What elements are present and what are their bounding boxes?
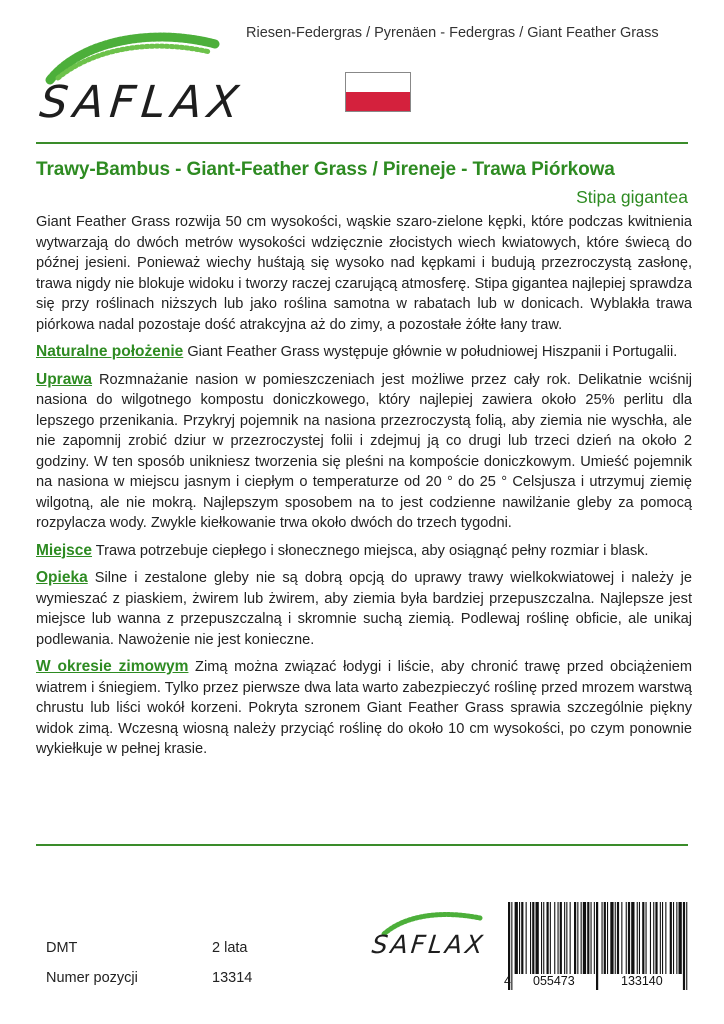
section-location [36,541,692,562]
logo-text: SAFLAX [37,77,247,128]
barcode-bar [607,902,608,974]
barcode-bar [679,902,682,974]
barcode-bar [574,902,576,974]
barcode-bar [560,902,562,974]
barcode-bar [581,902,582,974]
barcode-bar [683,902,685,990]
barcode-bar [602,902,603,974]
barcode-bar [650,902,651,974]
intro-paragraph: Giant Feather Grass rozwija 50 cm wysokości, wąskie szaro-zielone kępki, które podczas kwitnienia wytwarzają do dwóch metrów wysokości wdzięcznie złocistych wiech kwiatowych, które świecą do późnej jesieni. Ponieważ wiechy huśtają się wysoko nad kępkami i budują przezroczystą zasłonę, trawa nigdy nie blokuje widoku i tworzy raczej czarującą atmosferę. Stipa gigantea najlepiej sprawdza się przy roślinach niższych lub jako roślina samotna w rabatach lub w donicach. Wyblakła trawa piórkowa nadal pozostaje dość atrakcyjna aż do zimy, a pozostałe żółte łany traw. [36,214,692,333]
barcode-bar [617,902,619,974]
barcode-bar [660,902,661,974]
section-text: Rozmnażanie nasion w pomieszczeniach jest możliwe przez cały rok. Delikatnie wciśnij nasiona do wilgotnego kompostu doniczkowego, który najlepiej zawiera około 25% perlitu dla lepszego przenikania. Przykryj pojemnik na nasiona przezroczystą folią, aby ziemia nie wyschła, ale nie zapomnij zrobić dziur w przezroczystej folii i zdejmuj ją co drugi lub trzeci dzień na około 2 godziny. W ten sposób unikniesz tworzenia się pleśni na kompoście doniczkowym. Umieść pojemnik na nasiona w miejscu jasnym i ciepłym o temperaturze od 20 ° do 25 ° Celsjusza i utrzymuj ziemię wilgotną, ale nie mokrą. Najlepszym sposobem na to jest codzienne nawilżanie gleby za pomocą rozpylacza wody. Zwykle kiełkowanie trwa około dwóch do trzech tygodni. [36,371,692,531]
barcode-bar [532,902,534,974]
barcode-bar [631,902,634,974]
poland-flag-icon [345,72,411,112]
section-natural-location [36,342,692,363]
barcode-bar [639,902,640,974]
barcode-bar [558,902,559,974]
barcode-bar [594,902,595,974]
barcode-bar [665,902,666,974]
saflax-logo-small [370,906,490,966]
barcode-digits-right: 133140 [621,974,663,988]
barcode-bar [662,902,663,974]
barcode-bar [655,902,657,974]
section-heading: Opieka [36,569,88,586]
barcode-bar [615,902,616,974]
saflax-logo [30,22,247,132]
header-subtitle: Riesen-Federgras / Pyrenäen - Federgras / Giant Feather Grass [246,25,659,41]
section-heading: Naturalne położenie [36,343,184,360]
barcode-bar [646,902,647,974]
barcode-bar [519,902,520,974]
top-divider [36,142,688,144]
barcode-bar [653,902,654,974]
barcode-digit-first: 4 [504,974,511,988]
dmt-value: 2 lata [212,940,248,956]
section-text: Silne i zestalone gleby nie są dobrą opcją do uprawy trawy wielkokwiatowej i należy je wymieszać z piaskiem, żwirem lub żwirem, aby ziemia była bardziej przepuszczalna. Najlepsze jest miejsce lub wanna z przepuszczalną i skromnie suchą ziemią. Podlewaj roślinę obficie, ale unikaj podlewania. Nawożenie nie jest konieczne. [36,570,692,648]
barcode-bar [676,902,677,974]
barcode-bar [628,902,630,974]
barcode-bar [541,902,542,974]
section-text: Trawa potrzebuje ciepłego i słonecznego miejsca, aby osiągnąć pełny rozmiar i blask. [92,542,649,559]
barcode-bar [673,902,674,974]
dmt-label: DMT [46,940,78,956]
barcode-bar [642,902,644,974]
description-body [36,212,692,767]
section-heading: W okresie zimowym [36,658,189,675]
section-heading: Miejsce [36,541,93,559]
barcode-bar [570,902,571,974]
barcode-bar [577,902,578,974]
barcode-bar [670,902,672,974]
barcode-bar [543,902,544,974]
section-winter [36,657,692,760]
position-value: 13314 [212,970,253,986]
barcode-digits-left: 055473 [533,974,575,988]
barcode-bar [511,902,512,990]
barcode-bar [686,902,687,990]
barcode-bar [637,902,638,974]
barcode-bar [547,902,549,974]
barcode-bar [536,902,539,974]
barcode-bar [583,902,586,974]
bottom-divider [36,844,688,846]
section-text: Giant Feather Grass występuje głównie w południowej Hiszpanii i Portugalii. [183,344,678,360]
latin-name: Stipa gigantea [576,187,688,207]
barcode-bar [591,902,592,974]
barcode-bar [626,902,627,974]
barcode-bar [564,902,565,974]
logo-text: SAFLAX [370,930,488,959]
barcode-bar [587,902,589,974]
section-cultivation [36,370,692,534]
barcode-bar [554,902,555,974]
barcode-bar [621,902,622,974]
barcode-bar [596,902,598,990]
barcode-bar [566,902,567,974]
barcode-bar [515,902,518,974]
barcode-bar [604,902,606,974]
barcode-bar [526,902,527,974]
section-heading: Uprawa [36,370,92,388]
section-text: Zimą można związać łodygi i liście, aby chronić trawę przed obciążeniem wiatrem i śniegiem. Tylko przez pierwsze dwa lata warto zabezpieczyć roślinę przed mrozem warstwą chrustu lub liści wokół korzeni. Pokryta szronem Giant Feather Grass sprawia szczególnie piękny widok zimą. Wczesną wiosną należy przyciąć roślinę do około 10 cm wysokości, po czym ponownie wykiełkuje w pełnej krasie. [36,659,692,757]
barcode-bar [530,902,531,974]
barcode-bar [521,902,523,974]
barcode [502,902,692,992]
barcode-bar [610,902,613,974]
barcode-bar [550,902,551,974]
page-title: Trawy-Bambus - Giant-Feather Grass / Pireneje - Trawa Piórkowa [36,159,615,180]
section-care [36,568,692,650]
position-label: Numer pozycji [46,970,138,986]
